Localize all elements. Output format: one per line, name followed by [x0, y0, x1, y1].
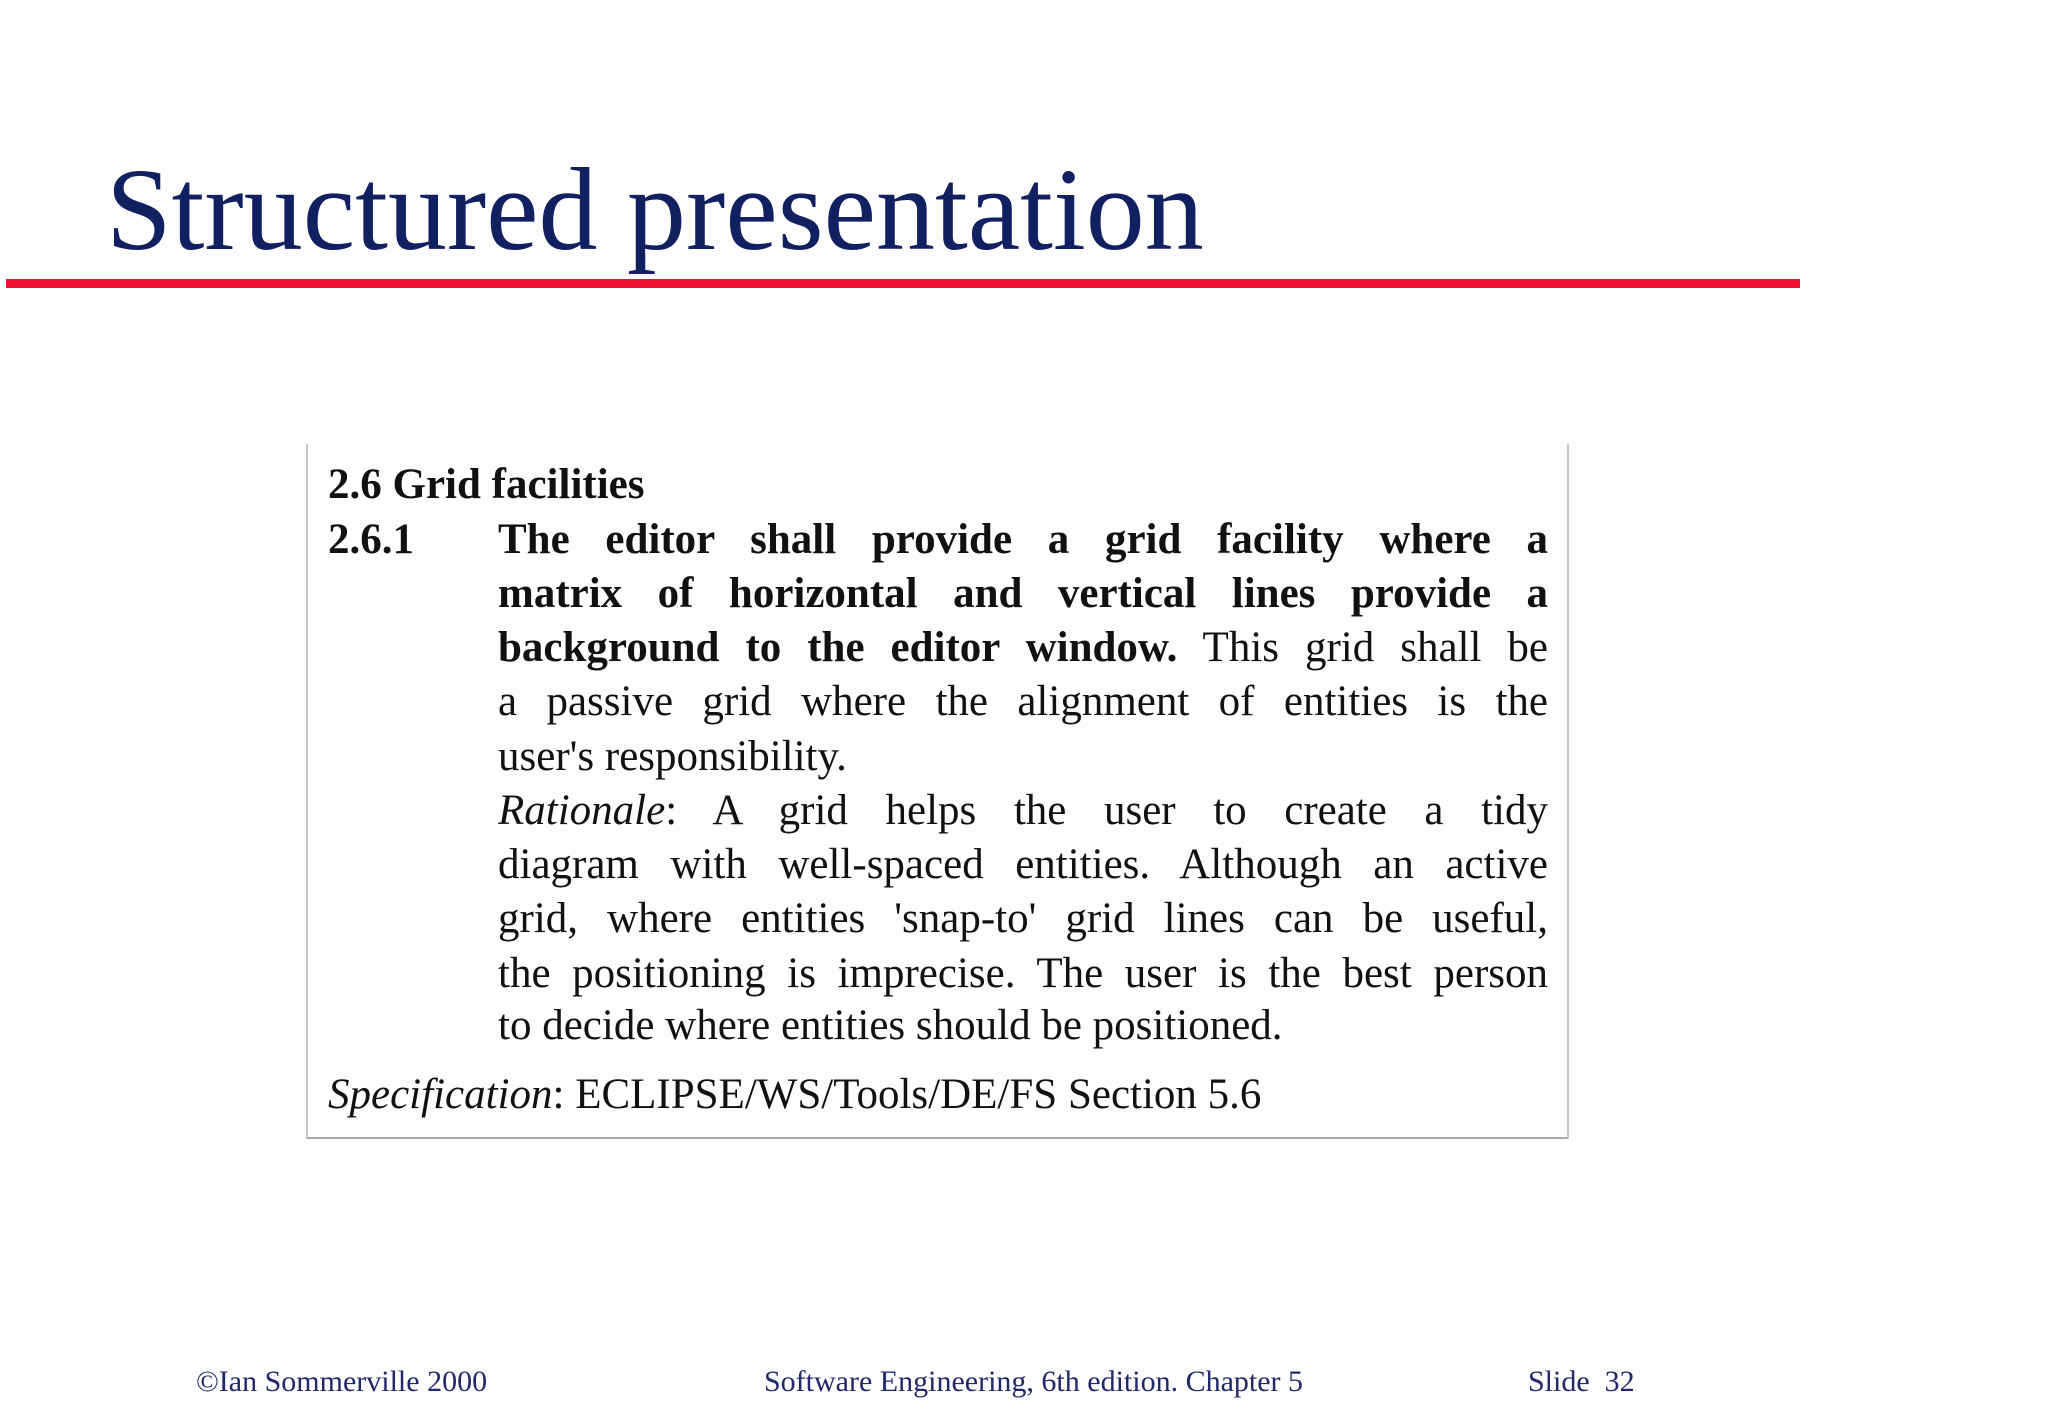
footer-book-title: Software Engineering, 6th edition. Chapter 5 [764, 1365, 1304, 1398]
specification-reference [328, 1068, 1261, 1122]
rationale-line-4: the positioning is imprecise. The user is the best person [498, 950, 1548, 997]
requirement-line-2: matrix of horizontal and vertical lines provide a [498, 570, 1548, 617]
requirement-line-3-bold: background to the editor window. [498, 624, 1178, 671]
rationale-line-1-rest: : A grid helps the user to create a tidy [665, 787, 1548, 834]
requirement-line-3-rest: This grid shall be [1202, 624, 1548, 671]
requirement-line-3 [498, 621, 1548, 675]
footer-copyright: ©Ian Sommerville 2000 [196, 1365, 488, 1398]
rationale-line-2: diagram with well-spaced entities. Although an active [498, 841, 1548, 888]
rationale-line-3: grid, where entities 'snap-to' grid lines can be useful, [498, 895, 1548, 942]
requirement-number: 2.6.1 [328, 516, 414, 563]
requirement-line-1: The editor shall provide a grid facility where a [498, 516, 1548, 563]
rationale-line-1 [498, 784, 1548, 838]
requirement-line-4: a passive grid where the alignment of entities is the [498, 678, 1548, 725]
footer-slide-number: Slide 32 [1528, 1365, 1635, 1398]
slide-title: Structured presentation [106, 144, 1204, 275]
specification-label: Specification [328, 1071, 553, 1118]
specification-value: : ECLIPSE/WS/Tools/DE/FS Section 5.6 [552, 1071, 1262, 1118]
requirement-line-5: user's responsibility. [498, 733, 847, 780]
section-heading: 2.6 Grid facilities [328, 461, 645, 508]
rationale-line-5: to decide where entities should be positioned. [498, 1002, 1283, 1049]
title-underline-rule [6, 279, 1800, 288]
rationale-label: Rationale [498, 787, 666, 834]
